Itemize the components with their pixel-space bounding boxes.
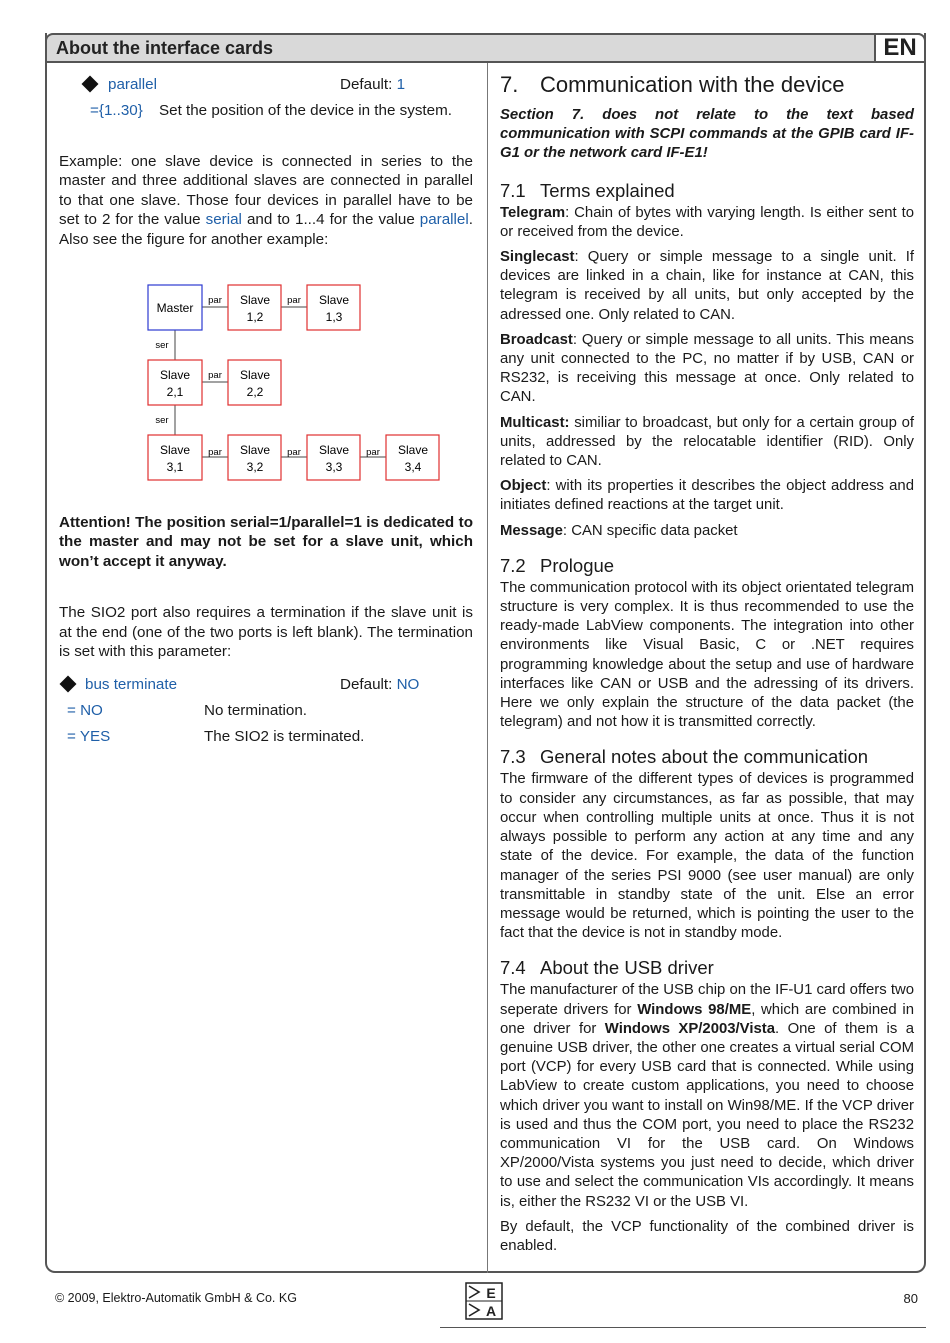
svg-text:Slave: Slave: [159, 443, 191, 458]
edge-label-par: par: [287, 447, 301, 459]
elektro-automatik-logo-icon: [465, 1282, 503, 1320]
language-badge: EN: [874, 33, 926, 63]
page-number: 80: [903, 1291, 918, 1306]
term-item: Singlecast: Query or simple message to a single unit. If devices are linked in a chain, like for instance at CAN, this telegram is received by all units, but only accepted by the adressed one. Only related to CAN.: [500, 249, 914, 323]
master-label: Master: [156, 301, 194, 316]
column-divider: [487, 63, 488, 1273]
default-label: Default:: [340, 76, 393, 93]
param-bus-terminate: [59, 675, 473, 701]
footer-rule: [440, 1327, 926, 1328]
svg-text:2,2: 2,2: [246, 385, 264, 400]
option-row: [59, 701, 473, 727]
bullet-diamond-icon: [60, 676, 77, 693]
svg-text:3,2: 3,2: [246, 460, 264, 475]
term-item: Telegram: Chain of bytes with varying length. Is either sent to or received from the device.: [500, 204, 914, 240]
usb-driver-paragraph: The manufacturer of the USB chip on the IF-U1 card offers two seperate drivers for Windows 98/ME, which are combined in one driver for Windows XP/2003/Vista. One of them is a genuine USB driver, the other one creates a virtual serial COM port (VCP) for every USB card that is connected. While using LabView to create custom applications, you need to choose which driver you want to install on Win98/ME. If the VCP driver is used and thus the COM port, you need to place the RS232 communication VI for the USB card. On Windows XP/2000/Vista systems you just need to decide, which driver to use and select the communication VIs accordingly. It means is, either the RS232 VI or the USB VI.: [500, 982, 915, 1210]
section-7-1-heading: 7.1 Terms explained: [500, 179, 675, 201]
right-column: [500, 72, 914, 1256]
term-item: Multicast: similiar to broadcast, but only for a certain group of units, addressed by the relocatable identifier (RID). Only related to CAN.: [500, 414, 914, 470]
option-desc: The SIO2 is terminated.: [204, 728, 365, 746]
svg-text:Slave: Slave: [159, 368, 191, 383]
option-value: = NO: [67, 702, 103, 720]
header-title: About the interface cards: [56, 38, 274, 58]
svg-text:3,4: 3,4: [404, 460, 422, 475]
option-desc: No termination.: [204, 702, 307, 720]
edge-label-par: par: [366, 447, 380, 459]
svg-text:Slave: Slave: [397, 443, 429, 458]
svg-text:3,3: 3,3: [325, 460, 343, 475]
param-parallel: [59, 75, 473, 101]
sio2-paragraph: The SIO2 port also requires a termination if the slave unit is at the end (one of the two ports is left blank). The termination is set with this parameter:: [59, 604, 473, 661]
svg-text:3,1: 3,1: [166, 460, 184, 475]
param-range: ={1..30}: [90, 102, 143, 119]
param-name: parallel: [108, 76, 157, 93]
svg-text:Slave: Slave: [318, 293, 350, 308]
prologue-paragraph: The communication protocol with its object orientated telegram structure is very complex. It is thus recommended to use the ready-made LabView components. The integration into other environments like Visual Basic, C or .NET requires programming knowledge about the setup and use of hardware interfaces like CAN or USB and the adressing of its drivers. Here we only explain the structure of the data packet (the telegram) and not how it is transmitted correctly.: [500, 579, 914, 731]
edge-label-par: par: [208, 295, 222, 307]
edge-label-ser: ser: [155, 415, 169, 427]
left-column: [59, 75, 473, 753]
term-item: Message: CAN specific data packet: [500, 522, 738, 539]
vcp-default-paragraph: By default, the VCP functionality of the combined driver is enabled.: [500, 1218, 914, 1254]
svg-text:Slave: Slave: [318, 443, 350, 458]
section-7-2-heading: 7.2 Prologue: [500, 554, 615, 576]
svg-text:1,3: 1,3: [325, 310, 343, 325]
footer-copyright: © 2009, Elektro-Automatik GmbH & Co. KG: [55, 1291, 297, 1305]
topology-diagram: [59, 274, 473, 499]
term-item: Object: with its properties it describes the object address and initiates defined reactions at the target unit.: [500, 478, 914, 514]
example-paragraph: Example: one slave device is connected in series to the master and three additional slaves are connected in parallel to that one slave. Those four devices in parallel have to be set to 2 for the value serial and to 1...4 for the value parallel. Also see the figure for another example:: [59, 153, 473, 248]
param-desc: Set the position of the device in the system.: [159, 102, 452, 119]
general-notes-paragraph: The firmware of the different types of devices is programmed to consider any circumstances, as far as possible, that may occur when controlling multiple units at once. Thus it is not always possible to perform any action at any time and any state of the device. For example, the data of the function manager of the series PSI 9000 (see user manual) are only transmittable in standby state of the unit. Else an error message would be returned, which is pointing the user to the fact that the device is not in standby mode.: [500, 771, 914, 942]
svg-text:2,1: 2,1: [166, 385, 184, 400]
section-7-4-heading: 7.4 About the USB driver: [500, 957, 714, 979]
default-value: 1: [396, 76, 406, 93]
param-name: bus terminate: [85, 676, 178, 694]
default-label: Default:: [340, 676, 393, 694]
attention-paragraph: Attention! The position serial=1/parallel=1 is dedicated to the master and may not be set for a slave unit, which won’t accept it anyway.: [59, 514, 473, 570]
section-7-heading: 7. Communication with the device: [500, 72, 845, 97]
option-row: [59, 727, 473, 753]
bullet-diamond-icon: [82, 76, 99, 93]
param-range-row: [59, 101, 473, 127]
default-value: NO: [396, 676, 420, 694]
svg-text:Slave: Slave: [239, 293, 271, 308]
edge-label-par: par: [287, 295, 301, 307]
edge-label-par: par: [208, 447, 222, 459]
edge-label-ser: ser: [155, 340, 169, 352]
option-value: = YES: [67, 728, 111, 746]
section-7-intro: Section 7. does not relate to the text based communication with SCPI commands at the GPIB card IF-G1 or the network card IF-E1!: [500, 107, 914, 162]
edge-label-par: par: [208, 370, 222, 382]
svg-text:E: E: [486, 1285, 496, 1301]
section-7-3-heading: 7.3 General notes about the communication: [500, 746, 869, 768]
svg-text:A: A: [485, 1303, 497, 1319]
terms-list: [500, 204, 914, 541]
svg-text:1,2: 1,2: [246, 310, 264, 325]
svg-text:Slave: Slave: [239, 443, 271, 458]
term-item: Broadcast: Query or simple message to all units. This means any unit connected to the PC, no matter if by USB, CAN or RS232, is receiving this message at once. Only related to CAN.: [500, 331, 914, 406]
svg-text:Slave: Slave: [239, 368, 271, 383]
